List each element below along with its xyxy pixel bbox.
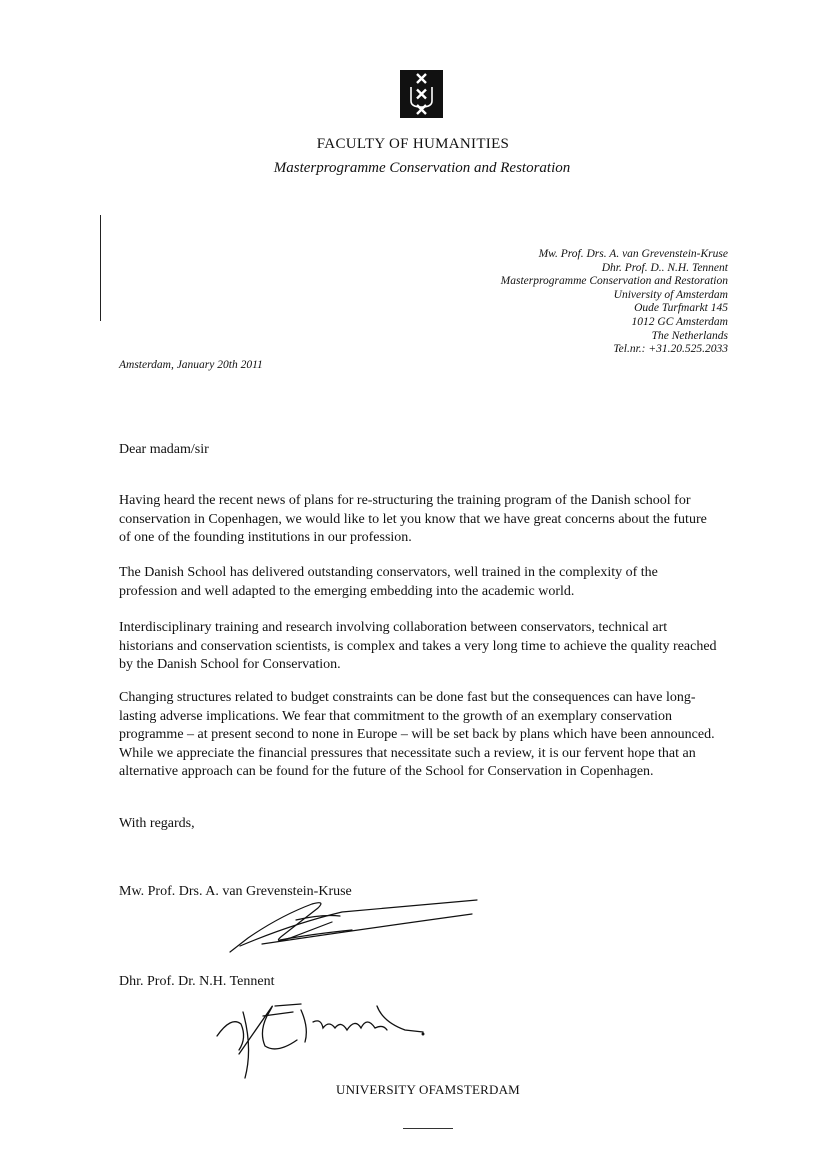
footer-rule [403, 1128, 453, 1129]
margin-rule [100, 215, 101, 321]
salutation: Dear madam/sir [119, 442, 209, 457]
crest-icon [400, 70, 443, 118]
sender-line: 1012 GC Amsterdam [631, 315, 728, 328]
sender-line: Dhr. Prof. D.. N.H. Tennent [601, 261, 728, 274]
university-footer: UNIVERSITY OFAMSTERDAM [336, 1082, 520, 1097]
body-paragraph: Having heard the recent news of plans for re-structuring the training program of the Danish school for conservation in Copenhagen, we would like to let you know that we have great concerns about the future of one of the founding institutions in our profession. [119, 493, 707, 545]
signatory-name: Mw. Prof. Drs. A. van Grevenstein-Kruse [119, 884, 352, 899]
sender-line: Oude Turfmarkt 145 [634, 302, 728, 315]
sender-line: The Netherlands [651, 329, 728, 342]
signatory-name: Dhr. Prof. Dr. N.H. Tennent [119, 974, 275, 989]
sender-line: Masterprogramme Conservation and Restoration [500, 275, 728, 288]
sender-line: Mw. Prof. Drs. A. van Grevenstein-Kruse [538, 248, 728, 260]
closing: With regards, [119, 816, 195, 831]
body-paragraph: The Danish School has delivered outstanding conservators, well trained in the complexity of the profession and well adapted to the emerging embedding into the academic world. [119, 565, 658, 599]
handwritten-signature [205, 988, 430, 1080]
sender-line: Tel.nr.: +31.20.525.2033 [613, 343, 728, 356]
body-paragraph: Changing structures related to budget constraints can be done fast but the consequences can have long-lasting adverse implications. We fear that commitment to the growth of an exemplary conservation programme – at present second to none in Europe – will be set back by plans which have been announced. While we appreciate the financial pressures that necessitate such a review, it is our fervent hope that an alternative approach can be found for the future of the School for Conservation in Copenhagen. [119, 690, 715, 779]
sender-line: University of Amsterdam [613, 288, 728, 301]
letter-date: Amsterdam, January 20th 2011 [119, 359, 263, 371]
handwritten-signature [222, 894, 482, 956]
faculty-heading: FACULTY OF HUMANITIES [316, 136, 510, 152]
sender-address-block [501, 248, 728, 357]
body-paragraph: Interdisciplinary training and research involving collaboration between conservators, technical art historians and conservation scientists, is complex and takes a very long time to achieve the quality reached by the Danish School for Conservation. [119, 620, 717, 672]
university-crest-logo [400, 70, 443, 118]
programme-heading: Masterprogramme Conservation and Restoration [273, 160, 571, 176]
